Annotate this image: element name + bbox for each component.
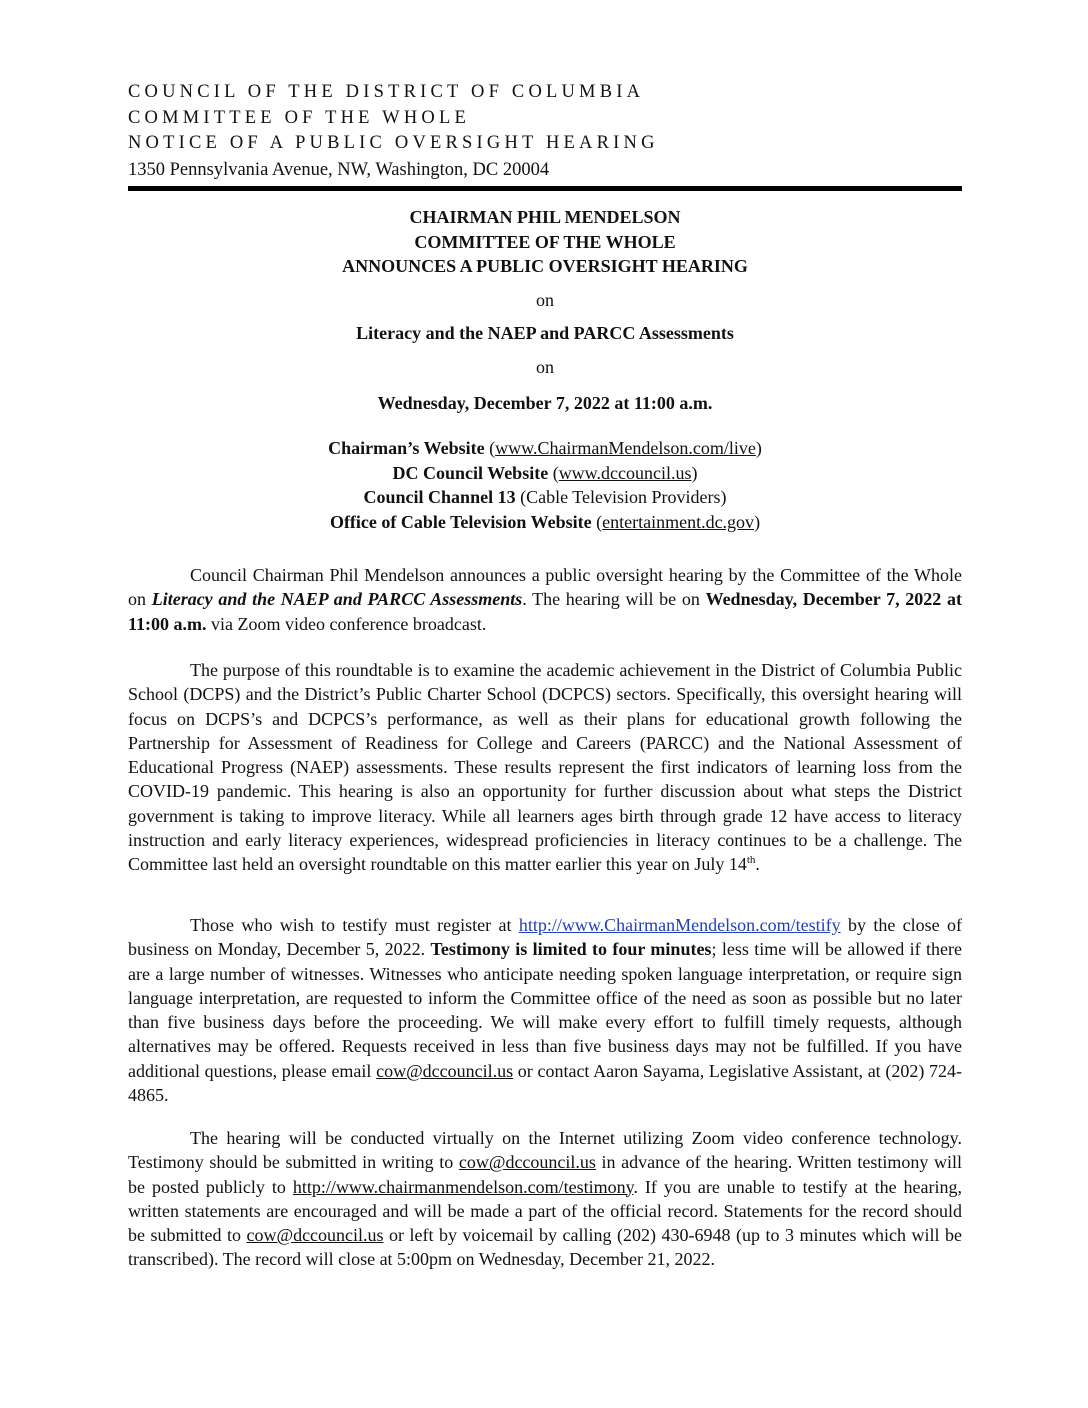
venue-label: Office of Cable Television Website [329,511,592,532]
text-run: . [755,854,760,875]
venue-label: Chairman’s Website [328,438,485,458]
paragraph-testify [128,913,962,1107]
testimony-link[interactable]: http://www.chairmanmendelson.com/testimony [292,1176,634,1197]
paragraph-announcement [128,563,962,636]
cow-email-link[interactable]: cow@dccouncil.us [458,1152,596,1173]
header-rule [128,186,962,191]
header-announces: ANNOUNCES A PUBLIC OVERSIGHT HEARING [342,256,748,276]
text-run: or left by voicemail by calling (202) 430-6948 (up to 3 minutes which will be transcribed). The record will close at 5:00pm on Wednesday, December 21, 2022. [128,1225,962,1270]
venue-label: DC Council Website [392,462,549,483]
text-run: Council Chairman Phil Mendelson announces a public oversight hearing by the Committee of the Whole on [128,565,962,610]
header-committee: COMMITTEE OF THE WHOLE [414,231,676,252]
cow-email-link[interactable]: cow@dccouncil.us [246,1225,384,1246]
text-run: The purpose of this roundtable is to examine the academic achievement in the District of Columbia Public School (DCPS) and the District’s Public Charter School (DCPCS) sectors. Specifically, this oversight hearing will focus on DCPS’s and DCPCS’s performance, as well as their plans for educational growth following the Partnership for Assessment of Readiness for College and Careers (PARCC) and the National Assessment of Educational Progress (NAEP) assessments. These results represent the first indicators of learning loss from the COVID-19 pandemic. This hearing is also an opportunity for further discussion about what steps the District government is taking to improve literacy. While all learners ages birth through grade 12 have access to literacy instruction and early literacy experiences, widespread proficiencies in literacy continues to be a challenge. The Committee last held an oversight roundtable on this matter earlier this year on July 14 [128,660,962,875]
hearing-date: Wednesday, December 7, 2022 at 11:00 a.m. [377,393,713,413]
announcement-header [128,205,962,279]
paragraph-virtual-hearing [128,1126,962,1272]
cow-email-link[interactable]: cow@dccouncil.us [376,1060,514,1081]
letterhead-committee: COMMITTEE OF THE WHOLE [128,107,470,128]
text-run: by the close of business on Monday, December 5, 2022. [128,915,962,960]
on-word-2: on [536,357,554,377]
text-run: ; less time will be allowed if there are a large number of witnesses. Witnesses who anticipate needing spoken language interpretation, or require sign language interpretation, are requested to inform the Committee office of the need as soon as possible but no later than five business days before the proceeding. We will make every effort to fulfill timely requests, although alternatives may be offered. Requests received in less than five business days may not be fulfilled. If you have additional questions, please email [128,939,963,1081]
letterhead-address: 1350 Pennsylvania Avenue, NW, Washington, DC 20004 [128,159,550,180]
cable-providers-text: Cable Television Providers [526,487,721,507]
venue-paren-close: ) [691,462,698,483]
text-run: . If you are unable to testify at the hearing, written statements are encouraged and will be made a part of the official record. Statements for the record should be submitted to [128,1176,963,1246]
venue-chairman-website [128,436,962,461]
testimony-limit-bold: Testimony is limited to four minutes [430,939,712,960]
venue-paren-open: ( [515,487,527,507]
text-run: via Zoom video conference broadcast. [206,613,487,634]
venue-dc-council-website [128,461,962,486]
ordinal-superscript: th [746,854,756,867]
text-run: Those who wish to testify must register at [190,915,519,935]
text-run: The hearing will be conducted virtually on the Internet utilizing Zoom video conference technology. Testimony should be submitted in writing to [128,1128,962,1173]
chairman-live-link[interactable]: www.ChairmanMendelson.com/live [495,438,756,458]
entertainment-link[interactable]: entertainment.dc.gov [602,511,755,532]
venue-paren-close: ) [755,438,762,458]
dccouncil-link[interactable]: www.dccouncil.us [558,462,692,483]
letterhead-notice: NOTICE OF A PUBLIC OVERSIGHT HEARING [128,133,659,153]
topic-italic: Literacy and the NAEP and PARCC Assessments [151,589,523,610]
venue-paren-open: ( [591,511,603,532]
venue-list [128,436,962,534]
text-run: . The hearing will be on [522,589,706,610]
testify-link[interactable]: http://www.ChairmanMendelson.com/testify [518,915,841,935]
text-run: in advance of the hearing. Written testimony will be posted publicly to [128,1152,962,1197]
venue-paren-close: ) [754,511,761,532]
paragraph-purpose [128,658,962,877]
hearing-topic: Literacy and the NAEP and PARCC Assessments [356,323,734,343]
venue-paren-open: ( [484,438,496,458]
on-word-1: on [536,290,554,310]
venue-cable-tv-website [128,510,962,535]
date-bold: Wednesday, December 7, 2022 at 11:00 a.m. [128,589,962,634]
text-run: or contact Aaron Sayama, Legislative Assistant, at (202) 724-4865. [128,1060,962,1106]
venue-council-channel [128,485,962,510]
letterhead-council: COUNCIL OF THE DISTRICT OF COLUMBIA [128,82,645,102]
venue-paren-open: ( [548,462,559,483]
header-chairman: CHAIRMAN PHIL MENDELSON [409,207,681,227]
venue-paren-close: ) [720,487,727,507]
letterhead [128,80,968,183]
venue-label: Council Channel 13 [363,487,516,507]
